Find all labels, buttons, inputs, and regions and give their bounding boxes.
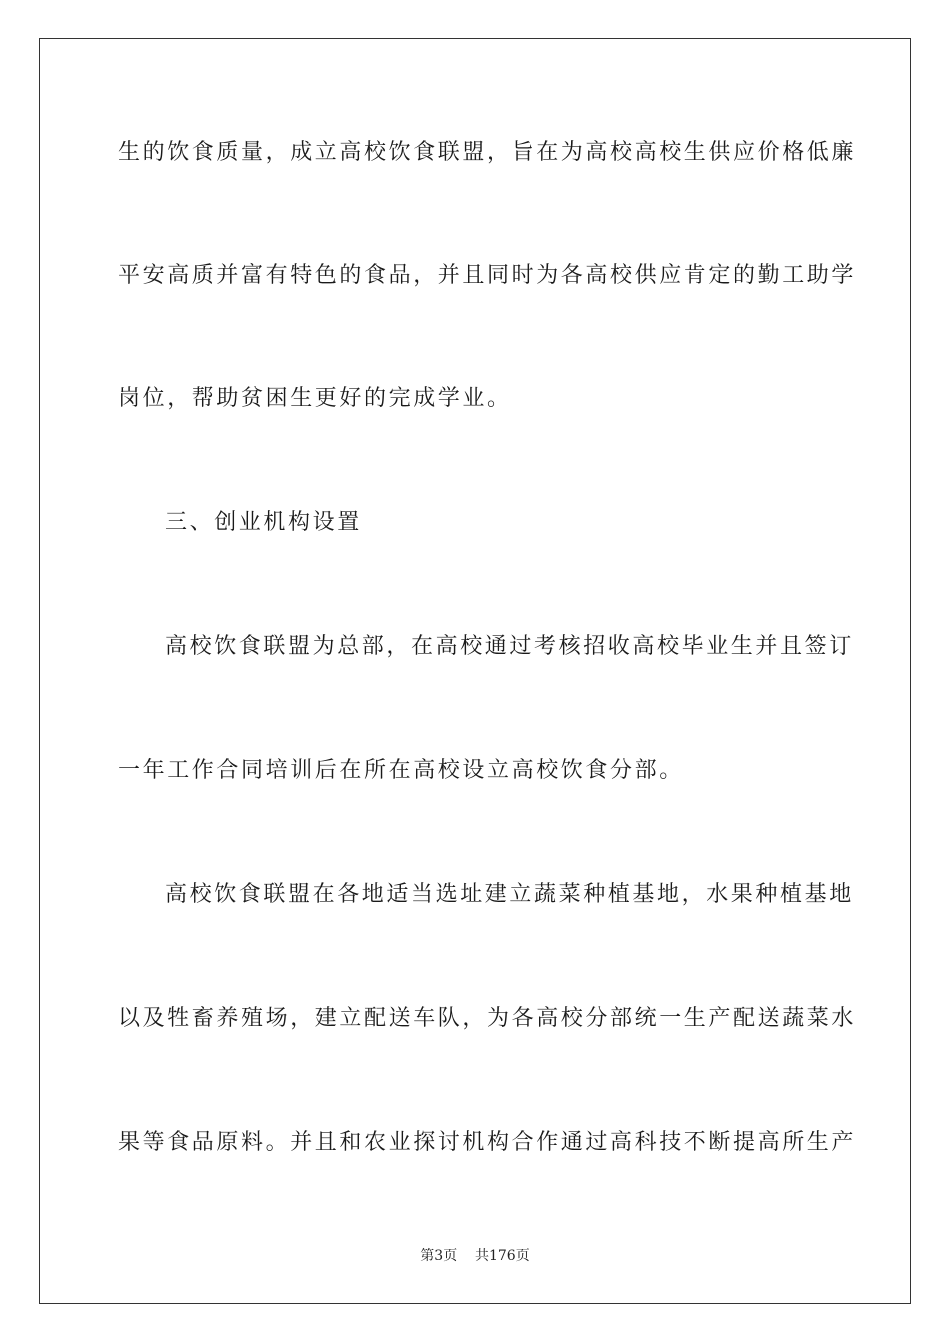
body-line-5: 高校饮食联盟为总部，在高校通过考核招收高校毕业生并且签订 [165,634,854,659]
body-line-9: 果等食品原料。并且和农业探讨机构合作通过高科技不断提高所生产 [118,1130,857,1155]
body-line-1: 生的饮食质量，成立高校饮食联盟，旨在为高校高校生供应价格低廉 [118,140,857,165]
body-line-8: 以及牲畜养殖场，建立配送车队，为各高校分部统一生产配送蔬菜水 [118,1006,857,1031]
page-number-footer: 第3页 共176页 [420,1248,530,1264]
body-line-6: 一年工作合同培训后在所在高校设立高校饮食分部。 [118,758,684,783]
body-line-2: 平安高质并富有特色的食品，并且同时为各高校供应肯定的勤工助学 [118,263,857,288]
page-border [39,38,911,1304]
section-heading: 三、创业机构设置 [165,510,362,535]
body-line-3: 岗位，帮助贫困生更好的完成学业。 [118,386,512,411]
body-line-7: 高校饮食联盟在各地适当选址建立蔬菜种植基地，水果种植基地 [165,882,854,907]
